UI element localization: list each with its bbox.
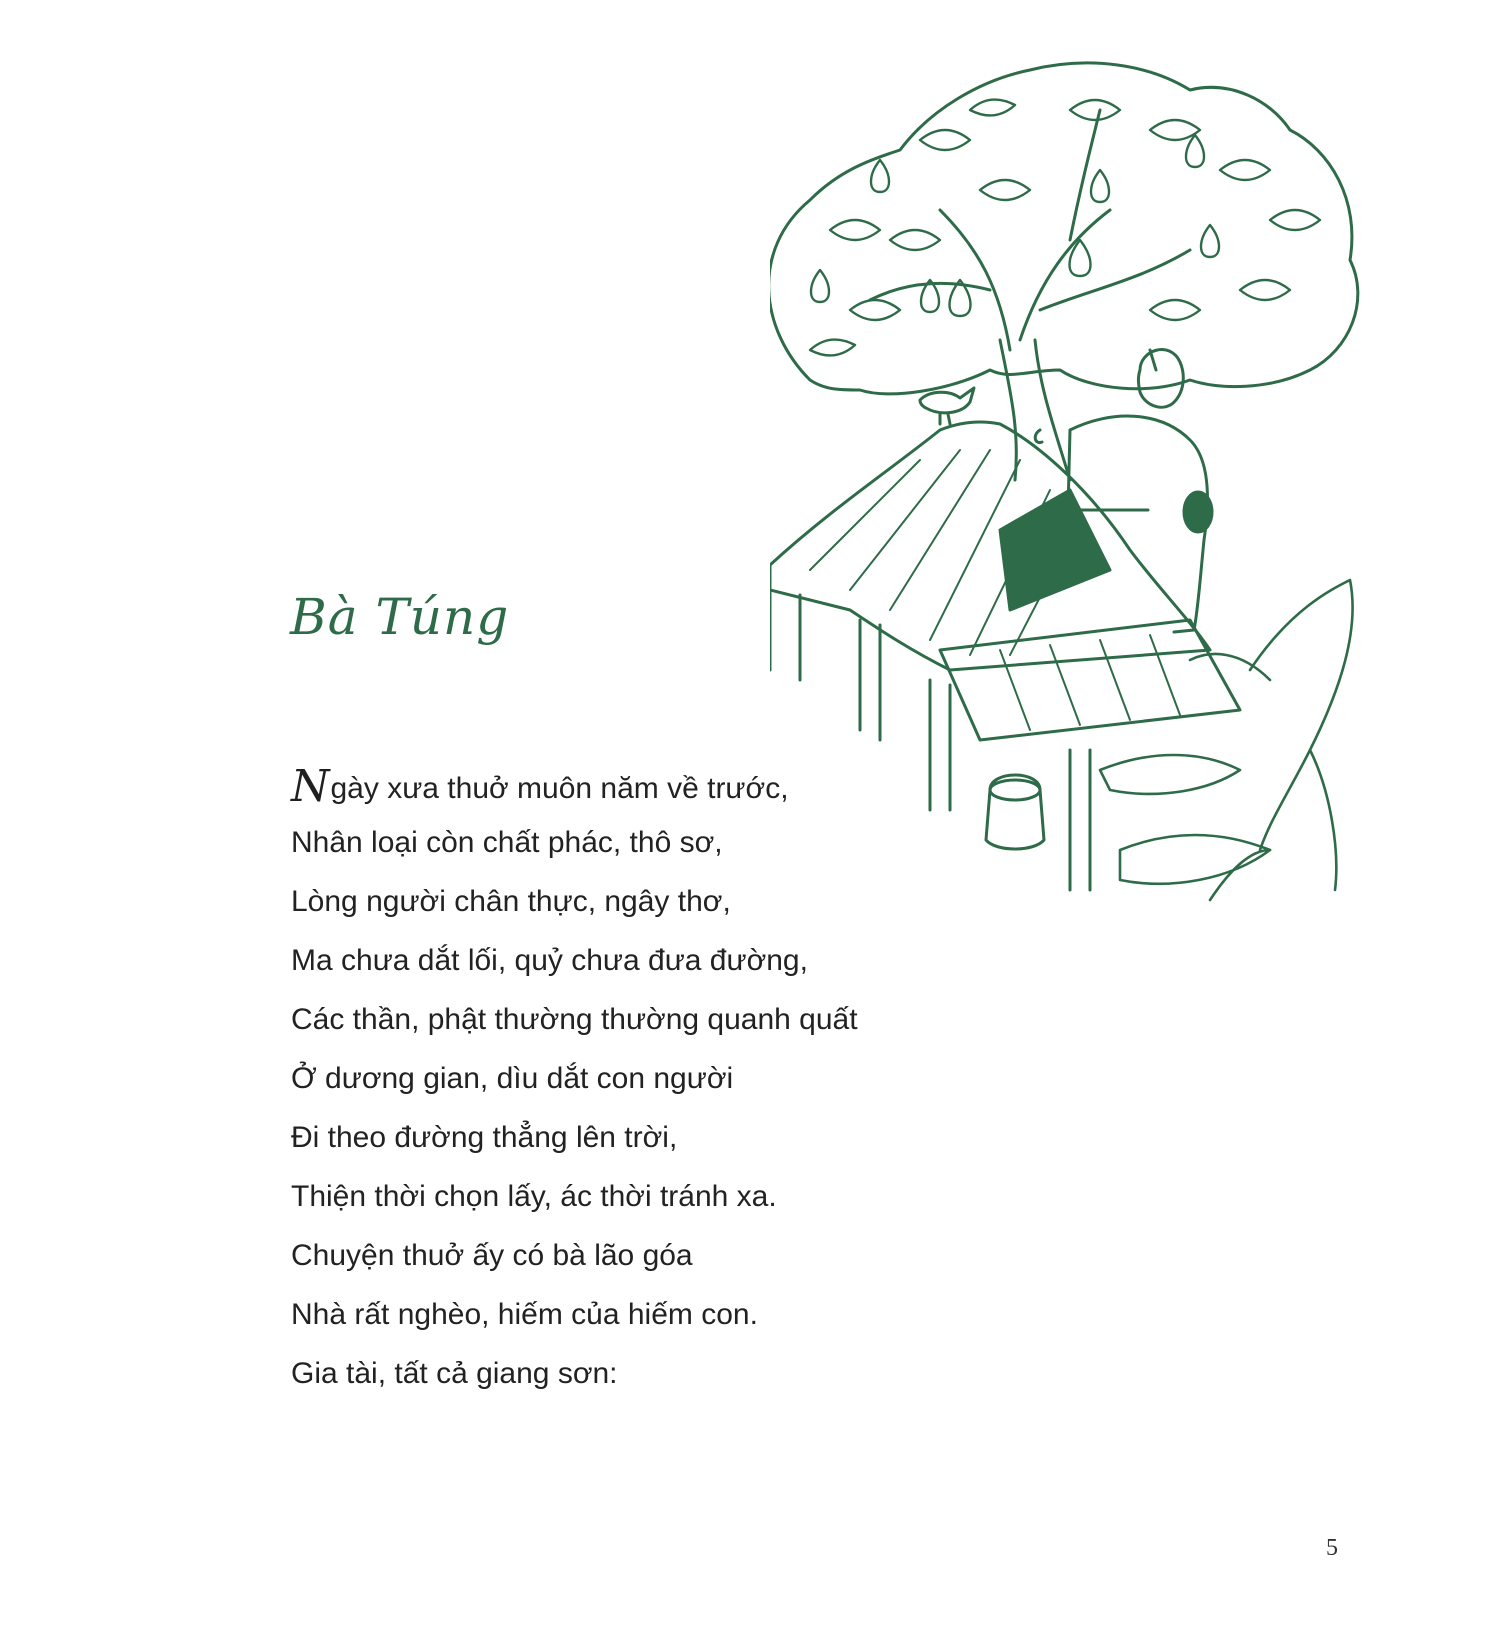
tree-canopy: [770, 63, 1358, 394]
tree-hut-illustration: [770, 50, 1430, 970]
lower-roof: [940, 620, 1240, 740]
poem-line: Đi theo đường thẳng lên trời,: [291, 1121, 678, 1154]
hut-post: [930, 680, 950, 810]
hut-post: [770, 590, 800, 680]
clay-jar: [986, 775, 1044, 849]
poem-line: Các thần, phật thường thường quanh quất: [291, 1003, 858, 1036]
poem-line: Gia tài, tất cả giang sơn:: [291, 1357, 618, 1390]
poem-line: Ma chưa dắt lối, quỷ chưa đưa đường,: [291, 944, 808, 977]
hut-post: [1070, 750, 1090, 890]
banana-plant: [1100, 580, 1353, 900]
poem-line: Nhân loại còn chất phác, thô sơ,: [291, 826, 723, 859]
tree-branch: [1020, 210, 1110, 340]
poem-line: Ở dương gian, dìu dắt con người: [291, 1062, 734, 1095]
lower-roof-lines: [1000, 635, 1180, 730]
tree-trunk: [1000, 340, 1016, 480]
drop-cap: N: [291, 761, 330, 812]
roof-gable-shade: [1000, 490, 1110, 610]
thatched-roof: [770, 422, 1210, 670]
poem-line: Nhà rất nghèo, hiếm của hiếm con.: [291, 1298, 758, 1331]
page-number: 5: [1326, 1535, 1338, 1561]
bird: [920, 388, 974, 413]
poem-line: Chuyện thuở ấy có bà lão góa: [291, 1239, 693, 1272]
hut-post: [860, 620, 880, 740]
jar-lid: [990, 780, 1040, 800]
tree-branch: [940, 210, 1010, 350]
tree-leaves: [810, 100, 1320, 356]
poem-line: Thiện thời chọn lấy, ác thời tránh xa.: [291, 1180, 777, 1213]
poem-title: Bà Túng: [290, 588, 510, 646]
tree-branch: [870, 283, 990, 300]
poem-line-text: gày xưa thuở muôn năm về trước,: [330, 772, 789, 805]
gourd-stem: [1150, 350, 1156, 370]
gourd: [1139, 350, 1184, 408]
poem-line: Lòng người chân thực, ngây thơ,: [291, 885, 731, 918]
tree-knot: [1035, 430, 1042, 443]
bird-leg: [940, 414, 950, 424]
back-hut-opening: [1184, 492, 1212, 532]
